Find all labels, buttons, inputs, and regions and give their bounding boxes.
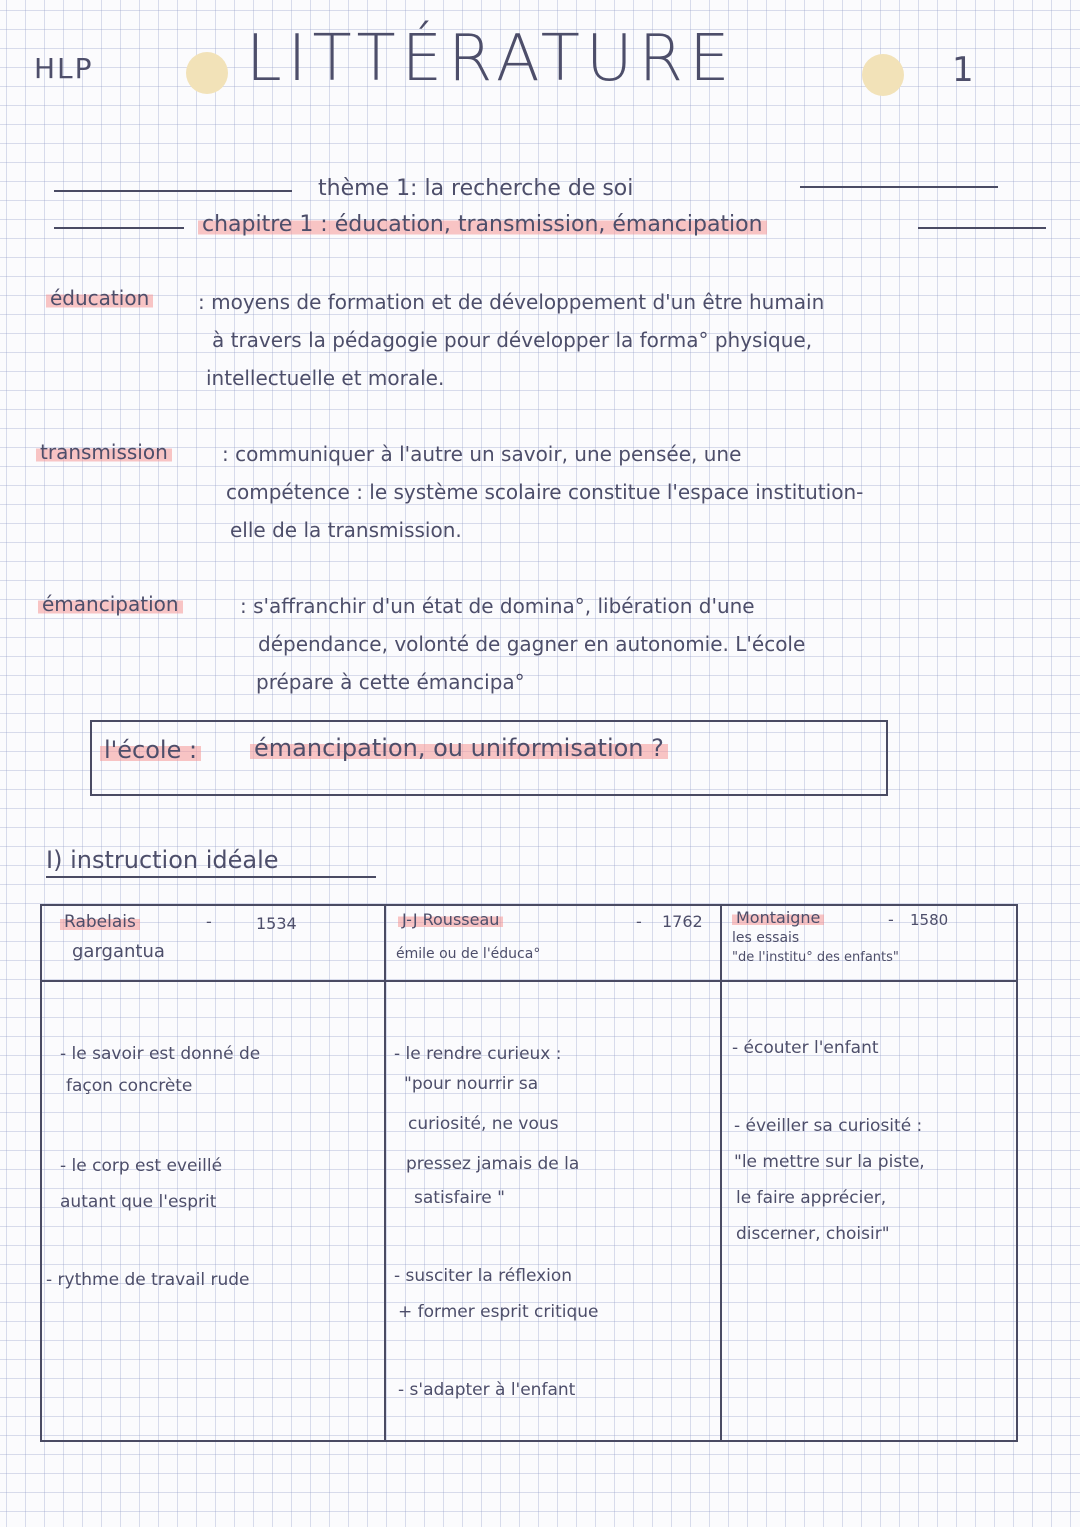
column-1-year: 1534	[256, 914, 297, 933]
column-2-year: 1762	[662, 912, 703, 931]
question-label	[100, 736, 201, 764]
page-tag: HLP	[34, 52, 94, 85]
table-header-divider	[42, 980, 1016, 982]
column-3-author	[732, 908, 824, 928]
definition-emancipation-line-3: prépare à cette émancipa°	[256, 670, 525, 694]
definition-transmission-line-3: elle de la transmission.	[230, 518, 462, 542]
definition-transmission-line-1: : communiquer à l'autre un savoir, une pensée, une	[222, 442, 742, 466]
definition-education-line-3: intellectuelle et morale.	[206, 366, 445, 390]
question-text-highlight: émancipation, ou uniformisation ?	[250, 734, 668, 762]
chapter-highlight: chapitre 1 : éducation, transmission, émancipation	[198, 212, 767, 237]
montaigne-item-1-line-1: - écouter l'enfant	[732, 1038, 879, 1058]
definition-transmission-line-2: compétence : le système scolaire constitue l'espace institution-	[226, 480, 864, 504]
column-1-work: gargantua	[72, 941, 165, 962]
rousseau-item-1-line-4: pressez jamais de la	[406, 1154, 580, 1174]
rabelais-item-3-line-1: - rythme de travail rude	[46, 1270, 250, 1290]
rabelais-item-2-line-2: autant que l'esprit	[60, 1192, 217, 1212]
table-column-divider-1	[384, 904, 386, 1440]
chapter-title	[198, 212, 767, 237]
section-title: I) instruction idéale	[46, 846, 279, 874]
column-3-year: 1580	[910, 911, 949, 929]
definition-education-line-1: : moyens de formation et de développement d'un être humain	[198, 290, 825, 314]
column-3-subtitle: "de l'institu° des enfants"	[732, 950, 899, 965]
theme-rule-right	[800, 186, 998, 188]
author-highlight: J-J Rousseau	[398, 910, 503, 929]
column-2-dash: -	[636, 912, 642, 931]
rousseau-item-2-line-1: - susciter la réflexion	[394, 1266, 573, 1286]
page-title: LITTÉRATURE	[246, 22, 736, 96]
punch-hole-left	[186, 52, 228, 94]
section-title-underline	[46, 876, 376, 878]
term-highlight: émancipation	[38, 592, 183, 616]
punch-hole-right	[862, 54, 904, 96]
rousseau-item-2-line-2: + former esprit critique	[398, 1302, 599, 1322]
term-education	[46, 286, 153, 310]
column-2-work: émile ou de l'éduca°	[396, 946, 541, 962]
table-column-divider-2	[720, 904, 722, 1440]
author-highlight: Rabelais	[60, 912, 140, 932]
column-1-dash: -	[206, 912, 212, 931]
rousseau-item-1-line-1: - le rendre curieux :	[394, 1044, 562, 1064]
rousseau-item-1-line-2: "pour nourrir sa	[404, 1074, 539, 1094]
column-1-author	[60, 912, 140, 932]
rousseau-item-1-line-3: curiosité, ne vous	[408, 1114, 559, 1134]
theme-rule-left	[54, 190, 292, 192]
montaigne-item-2-line-2: "le mettre sur la piste,	[734, 1152, 925, 1172]
term-transmission	[36, 440, 172, 464]
term-highlight: éducation	[46, 286, 153, 310]
theme-title: thème 1: la recherche de soi	[318, 176, 634, 201]
definition-emancipation-line-1: : s'affranchir d'un état de domina°, libération d'une	[240, 594, 755, 618]
definition-emancipation-line-2: dépendance, volonté de gagner en autonomie. L'école	[258, 632, 806, 656]
term-highlight: transmission	[36, 440, 172, 464]
rabelais-item-2-line-1: - le corp est eveillé	[60, 1156, 223, 1176]
montaigne-item-2-line-4: discerner, choisir"	[736, 1224, 890, 1244]
author-highlight: Montaigne	[732, 908, 824, 927]
montaigne-item-2-line-3: le faire apprécier,	[736, 1188, 887, 1208]
rabelais-item-1-line-1: - le savoir est donné de	[60, 1044, 261, 1064]
term-emancipation	[38, 592, 183, 616]
chapter-rule-left	[54, 227, 184, 229]
question-text	[250, 734, 668, 762]
page-number: 1	[952, 50, 974, 90]
chapter-rule-right	[918, 227, 1046, 229]
rousseau-item-1-line-5: satisfaire "	[414, 1188, 505, 1208]
column-3-work: les essais	[732, 930, 800, 946]
rabelais-item-1-line-2: façon concrète	[66, 1076, 193, 1096]
question-label-highlight: l'école :	[100, 736, 201, 764]
rousseau-item-3-line-1: - s'adapter à l'enfant	[398, 1380, 576, 1400]
montaigne-item-2-line-1: - éveiller sa curiosité :	[734, 1116, 923, 1136]
column-2-author	[398, 910, 503, 930]
definition-education-line-2: à travers la pédagogie pour développer la forma° physique,	[212, 328, 813, 352]
column-3-dash: -	[888, 910, 894, 929]
